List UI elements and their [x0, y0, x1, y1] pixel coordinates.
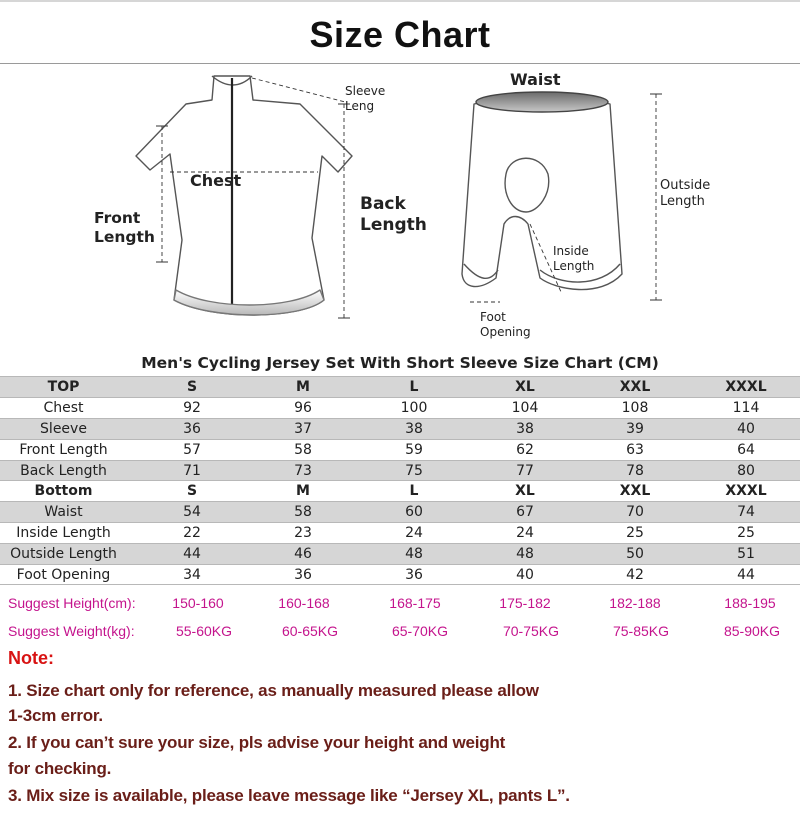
table-cell: 71	[183, 462, 201, 479]
measurement-diagram	[0, 64, 800, 354]
table-cell: 39	[626, 420, 644, 437]
foot-opening-label	[480, 310, 531, 340]
row-label: Inside Length	[16, 525, 111, 542]
suggest-weight-row	[0, 620, 800, 642]
shorts-outline	[462, 92, 622, 290]
table-cell: L	[409, 483, 419, 500]
row-label: Bottom	[34, 483, 93, 500]
table-cell: 58	[294, 441, 312, 458]
suggest-weight-value: 85-90KG	[723, 623, 781, 639]
table-row	[0, 418, 800, 439]
sleeve-label-line2: Leng	[345, 99, 375, 113]
table-cell: S	[186, 483, 198, 500]
table-cell: 24	[405, 525, 423, 542]
outside-length-label	[660, 178, 710, 211]
table-cell: XL	[515, 483, 535, 500]
table-cell: M	[296, 379, 310, 395]
suggest-height-value: 168-175	[389, 595, 441, 611]
table-cell: 108	[621, 399, 649, 416]
inside-length-label	[553, 244, 594, 274]
table-cell: 48	[516, 546, 534, 563]
row-label: Foot Opening	[16, 567, 111, 584]
suggest-height-value: 182-188	[609, 595, 661, 611]
table-cell: 51	[737, 546, 755, 563]
table-cell: XXXL	[725, 483, 767, 500]
inside-length-line2: Length	[553, 259, 595, 273]
table-cell: 100	[400, 399, 428, 416]
front-length-label	[94, 209, 155, 248]
table-cell: 92	[183, 399, 201, 416]
table-cell: 80	[737, 462, 755, 479]
table-cell: XXL	[619, 483, 651, 500]
outside-length-line1: Outside	[660, 178, 711, 193]
table-cell: 44	[737, 567, 755, 584]
row-label: Chest	[43, 399, 84, 416]
note-line: 3. Mix size is available, please leave message like “Jersey XL, pants L”.	[8, 786, 570, 805]
row-label: Back Length	[20, 462, 107, 479]
table-cell: 74	[737, 504, 755, 521]
table-cell: M	[296, 483, 310, 500]
table-row	[0, 439, 800, 460]
table-cell: L	[409, 379, 419, 395]
table-cell: 46	[294, 546, 312, 563]
table-cell: 64	[737, 441, 755, 458]
inside-length-line1: Inside	[553, 244, 589, 258]
table-cell: XXXL	[725, 379, 767, 395]
table-cell: 40	[516, 567, 534, 584]
table-cell: 36	[405, 567, 423, 584]
table-caption: Men's Cycling Jersey Set With Short Sleeve Size Chart (CM)	[141, 354, 659, 372]
back-length-line1: Back	[360, 194, 406, 214]
title-bar	[0, 0, 800, 64]
suggest-weight-value: 75-85KG	[612, 623, 670, 639]
table-cell: 63	[626, 441, 644, 458]
page-title: Size Chart	[309, 14, 491, 55]
table-row	[0, 397, 800, 418]
suggest-height-row	[0, 592, 800, 614]
table-row	[0, 522, 800, 543]
table-row	[0, 501, 800, 522]
row-label: Front Length	[19, 441, 108, 458]
table-cell: 34	[183, 567, 201, 584]
table-cell: 36	[183, 420, 201, 437]
table-cell: 73	[294, 462, 312, 479]
note-line: 1-3cm error.	[8, 706, 103, 725]
table-row	[0, 376, 800, 397]
table-row	[0, 564, 800, 585]
table-cell: 54	[183, 504, 201, 521]
table-cell: 40	[737, 420, 755, 437]
row-label: Sleeve	[40, 420, 87, 437]
table-cell: 62	[516, 441, 534, 458]
suggest-height-value: 175-182	[499, 595, 551, 611]
sleeve-label-line1: Sleeve	[345, 84, 386, 98]
table-cell: 75	[405, 462, 423, 479]
table-cell: 38	[516, 420, 534, 437]
suggest-weight-value: 60-65KG	[281, 623, 339, 639]
table-cell: 25	[626, 525, 644, 542]
table-cell: 60	[405, 504, 423, 521]
table-cell: 36	[294, 567, 312, 584]
table-cell: 59	[405, 441, 423, 458]
table-cell: 42	[626, 567, 644, 584]
waist-label: Waist	[510, 70, 561, 89]
suggest-weight-value: 55-60KG	[175, 623, 233, 639]
table-cell: 25	[737, 525, 755, 542]
table-cell: 77	[516, 462, 534, 479]
table-cell: XXL	[619, 379, 651, 395]
table-cell: 67	[516, 504, 534, 521]
table-cell: 22	[183, 525, 201, 542]
table-cell: 44	[183, 546, 201, 563]
table-cell: XL	[515, 379, 535, 395]
table-row	[0, 543, 800, 564]
row-label: Outside Length	[10, 546, 117, 563]
table-cell: 114	[732, 399, 760, 416]
foot-opening-line1: Foot	[480, 310, 506, 324]
back-length-line2: Length	[360, 215, 427, 236]
suggest-weight-label: Suggest Weight(kg):	[8, 623, 135, 639]
suggest-height-value: 160-168	[278, 595, 330, 611]
note-line: 2. If you can’t sure your size, pls advise your height and weight	[8, 733, 506, 752]
note-title: Note:	[8, 648, 54, 668]
suggest-height-value: 150-160	[172, 595, 224, 611]
foot-opening-line2: Opening	[480, 325, 531, 339]
table-cell: 58	[294, 504, 312, 521]
suggest-height-label: Suggest Height(cm):	[8, 595, 136, 611]
table-cell: 50	[626, 546, 644, 563]
table-cell: 57	[183, 441, 201, 458]
table-cell: 70	[626, 504, 644, 521]
table-cell: 24	[516, 525, 534, 542]
jersey-outline	[136, 76, 352, 315]
size-table	[0, 376, 800, 585]
row-label: Waist	[44, 504, 83, 521]
front-length-line2: Length	[94, 228, 155, 247]
front-length-line1: Front	[94, 209, 141, 227]
back-length-label	[360, 194, 427, 237]
note-line: 1. Size chart only for reference, as manually measured please allow	[8, 681, 539, 700]
suggest-weight-value: 65-70KG	[391, 623, 449, 639]
suggest-weight-value: 70-75KG	[502, 623, 560, 639]
table-row	[0, 460, 800, 481]
table-cell: 37	[294, 420, 312, 437]
suggest-height-value: 188-195	[724, 595, 776, 611]
table-cell: 78	[626, 462, 644, 479]
outside-length-line2: Length	[660, 194, 705, 210]
sleeve-label	[345, 84, 385, 114]
table-cell: 23	[294, 525, 312, 542]
table-cell: 38	[405, 420, 423, 437]
table-row	[0, 480, 800, 501]
table-cell: 104	[511, 399, 539, 416]
row-label: TOP	[47, 379, 80, 395]
note-line: for checking.	[8, 759, 112, 778]
table-cell: S	[186, 379, 198, 395]
table-cell: 96	[294, 399, 312, 416]
table-cell: 48	[405, 546, 423, 563]
chest-label: Chest	[190, 171, 242, 190]
